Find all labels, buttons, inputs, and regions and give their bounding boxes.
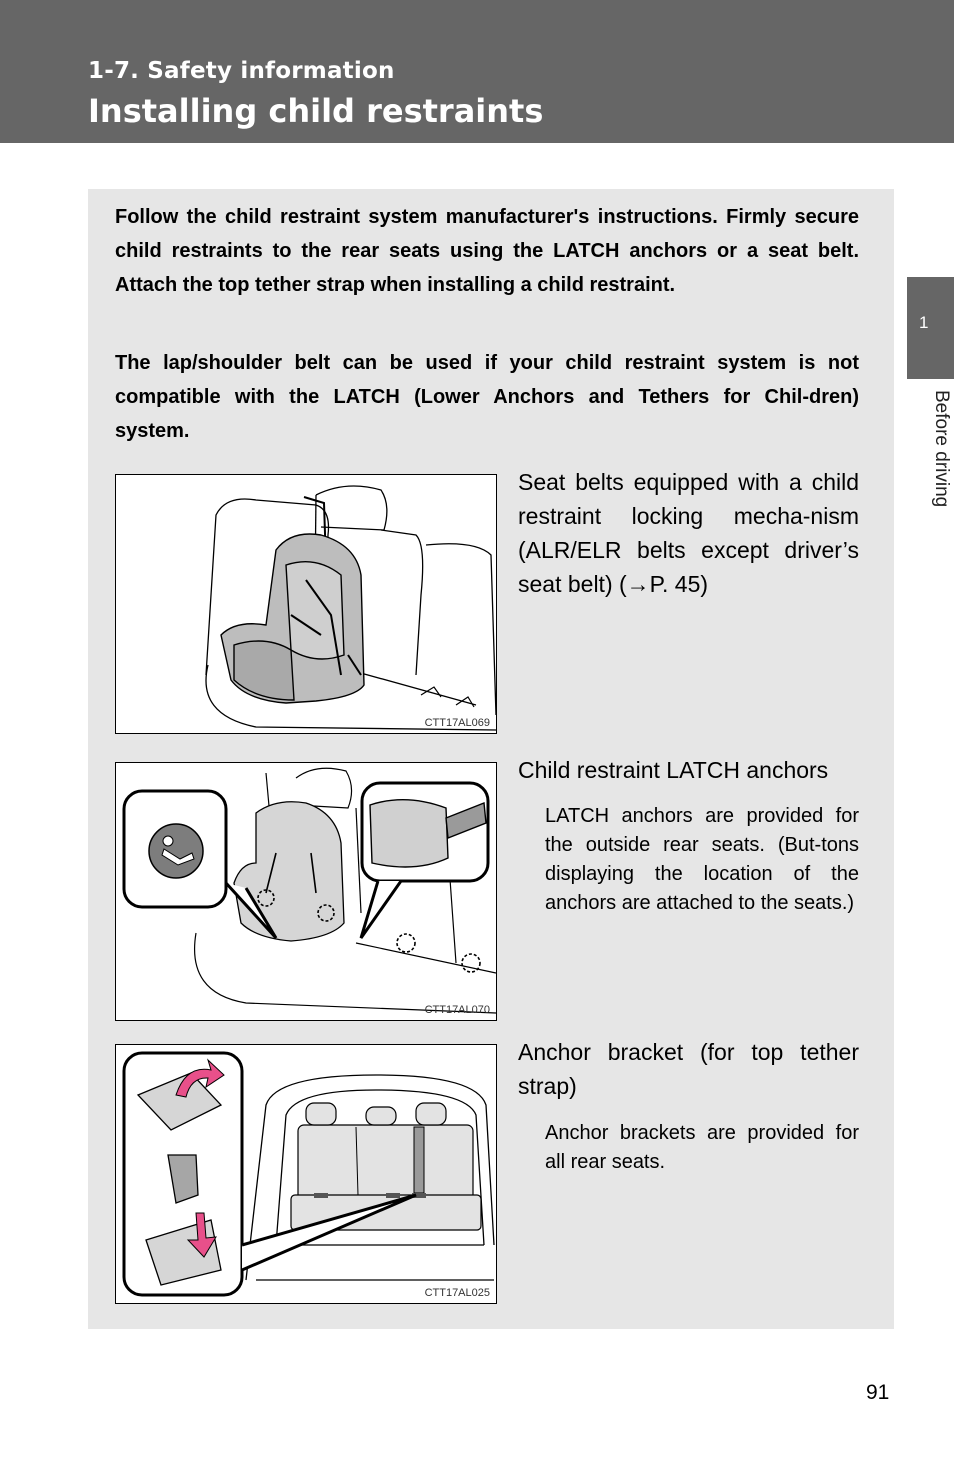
intro-paragraph-1: Follow the child restraint system manufacturer's instructions. Firmly secure child restraints to the rear seats using the LATCH anchors or a seat belt. Attach the top tether strap when installing a child restraint. [115,206,859,296]
figure-code: CTT17AL070 [424,1004,490,1016]
page-title: Installing child restraints [88,92,544,130]
note-latch-anchors: LATCH anchors are provided for the outside rear seats. (But-tons displaying the location of the anchors are attached to the seats.) [545,805,859,914]
child-seat-illustration [116,475,496,733]
content-panel [88,189,894,1329]
chapter-number: 1 [919,313,929,332]
figure-code: CTT17AL069 [424,717,490,729]
latch-anchor-illustration [116,763,496,1020]
page-number: 91 [866,1381,890,1404]
intro-paragraph-2: The lap/shoulder belt can be used if your child restraint system is not compatible with the LATCH (Lower Anchors and Tethers for Chil-dren) system. [115,352,859,442]
chapter-tab [907,277,954,379]
note-anchor-bracket: Anchor brackets are provided for all rear seats. [545,1122,859,1173]
figure-anchor-bracket [115,1044,497,1304]
anchor-bracket-illustration [116,1045,496,1303]
section-label: 1-7. Safety information [88,58,395,84]
figure-latch-anchors [115,762,497,1021]
figure-child-seat-belt [115,474,497,734]
caption-seat-belts: Seat belts equipped with a child restraint locking mecha-nism (ALR/ELR belts except driver’s seat belt) (→P. 45) [518,469,859,597]
caption-latch-anchors: Child restraint LATCH anchors [518,757,829,783]
caption-anchor-bracket: Anchor bracket (for top tether strap) [518,1039,859,1099]
page-header [0,0,954,143]
figure-code: CTT17AL025 [424,1287,490,1299]
chapter-label: Before driving [931,390,952,508]
